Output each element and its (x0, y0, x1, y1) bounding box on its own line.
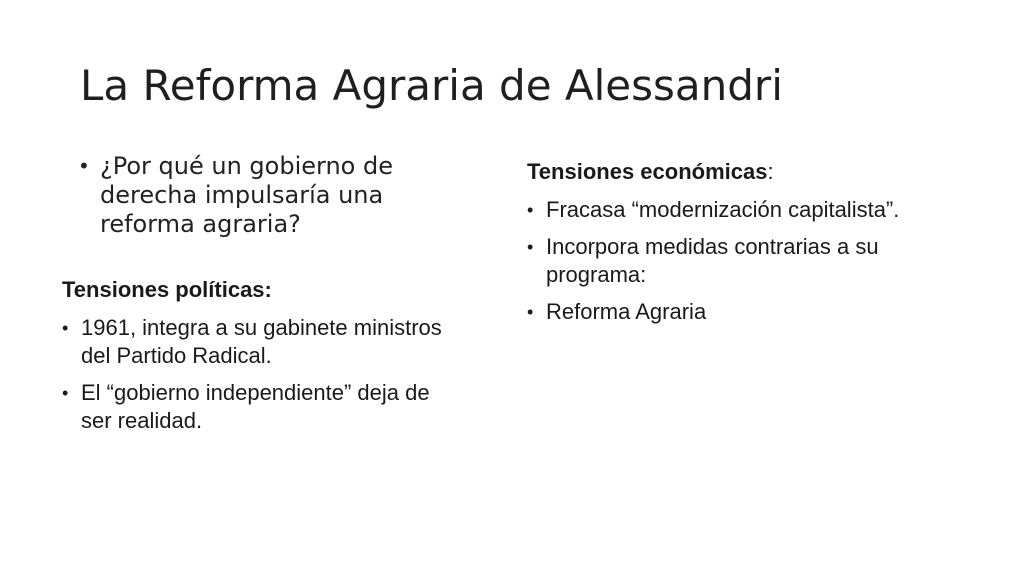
list-item-text: Reforma Agraria (546, 299, 707, 324)
political-tensions-heading (62, 276, 442, 304)
political-tensions-column (62, 276, 442, 444)
list-item (527, 298, 947, 326)
bullet-icon: • (527, 237, 534, 257)
list-item (62, 314, 442, 370)
question-bullet-item (78, 152, 498, 239)
economic-tensions-heading-text: Tensiones económicas (527, 159, 768, 184)
bullet-icon: • (62, 383, 69, 403)
economic-tensions-heading-colon: : (767, 159, 774, 184)
economic-tensions-heading (527, 158, 947, 186)
bullet-icon: • (527, 302, 534, 322)
list-item-text: 1961, integra a su gabinete ministros del Partido Radical. (81, 315, 442, 368)
list-item-text: Incorpora medidas contrarias a su programa: (546, 234, 879, 287)
slide-title: La Reforma Agraria de Alessandri (80, 61, 783, 110)
question-text: ¿Por qué un gobierno de derecha impulsaría una reforma agraria? (100, 152, 393, 238)
bullet-icon: • (527, 200, 534, 220)
economic-tensions-column (527, 158, 947, 335)
political-tensions-list (62, 314, 442, 435)
list-item (527, 233, 947, 289)
list-item (527, 196, 947, 224)
list-item-text: Fracasa “modernización capitalista”. (546, 197, 900, 222)
bullet-icon: • (78, 154, 90, 178)
bullet-icon: • (62, 318, 69, 338)
political-tensions-heading-text: Tensiones políticas: (62, 277, 272, 302)
list-item (62, 379, 442, 435)
list-item-text: El “gobierno independiente” deja de ser realidad. (81, 380, 430, 433)
question-block (78, 152, 498, 239)
economic-tensions-list (527, 196, 947, 326)
